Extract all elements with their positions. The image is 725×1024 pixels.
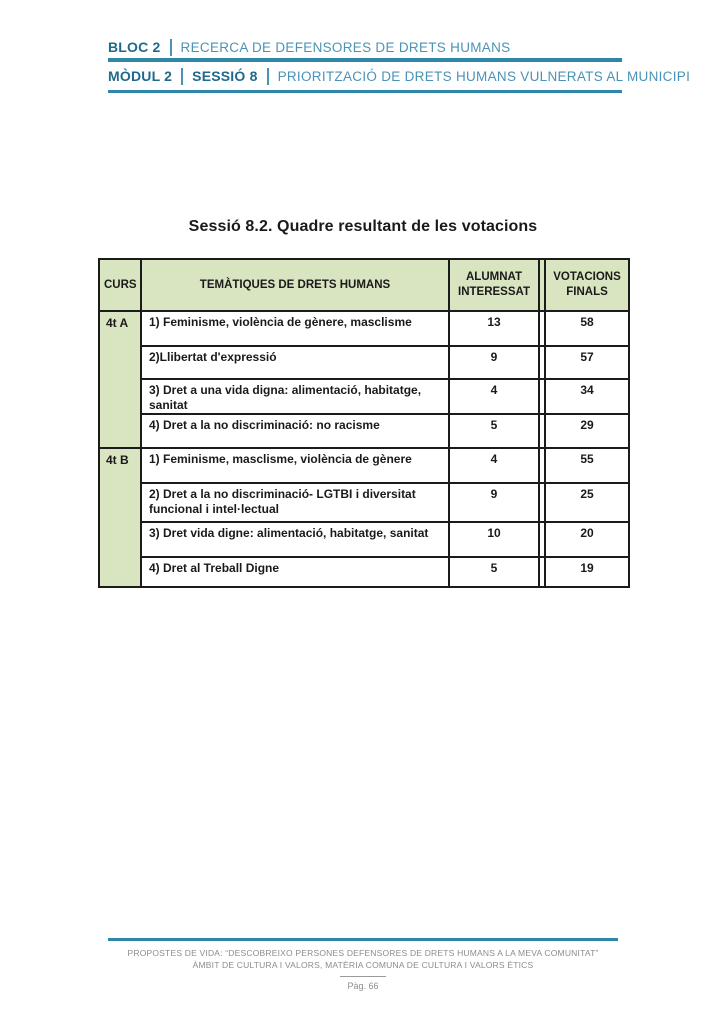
votacions-value-cell: 25 [545, 483, 629, 522]
votacions-value-cell: 55 [545, 448, 629, 483]
topic-cell: 4) Dret al Treball Digne [141, 557, 449, 587]
table-row [99, 557, 629, 587]
section-title: Sessió 8.2. Quadre resultant de les votacions [188, 218, 538, 235]
header-rule-1 [108, 58, 622, 62]
bloc-title: RECERCA DE DEFENSORES DE DRETS HUMANS [180, 39, 511, 55]
topic-cell: 1) Feminisme, masclisme, violència de gènere [141, 448, 449, 483]
col-header-curs: CURS [99, 259, 141, 311]
votacions-value-cell: 34 [545, 379, 629, 414]
votes-table-wrapper [98, 258, 630, 588]
page-number: Pàg. 66 [347, 981, 379, 991]
topic-cell: 2)Llibertat d'expressió [141, 346, 449, 379]
footer-text [98, 947, 628, 971]
table-row [99, 448, 629, 483]
table-row [99, 483, 629, 522]
col-header-votacions: VOTACIONS FINALS [545, 259, 629, 311]
topic-cell: 4) Dret a la no discriminació: no racisme [141, 414, 449, 448]
modul-label: MÒDUL 2 [108, 68, 173, 84]
curs-cell: 4t B [99, 448, 141, 587]
header-separator [181, 68, 183, 85]
table-row [99, 379, 629, 414]
alumnat-value-cell: 4 [449, 448, 539, 483]
alumnat-value-cell: 9 [449, 346, 539, 379]
topic-cell: 1) Feminisme, violència de gènere, masclisme [141, 311, 449, 346]
alumnat-value-cell: 9 [449, 483, 539, 522]
table-row [99, 311, 629, 346]
topic-cell: 3) Dret a una vida digna: alimentació, habitatge, sanitat [141, 379, 449, 414]
votacions-value-cell: 57 [545, 346, 629, 379]
col-header-tematiques: TEMÀTIQUES DE DRETS HUMANS [141, 259, 449, 311]
footer-line-2: ÀMBIT DE CULTURA I VALORS, MATÈRIA COMUNA DE CULTURA I VALORS ÈTICS [192, 960, 534, 970]
votacions-value-cell: 19 [545, 557, 629, 587]
footer-line-1: PROPOSTES DE VIDA: “DESCOBREIXO PERSONES DEFENSORES DE DRETS HUMANS A LA MEVA COMUNITAT” [127, 948, 599, 958]
alumnat-value-cell: 5 [449, 414, 539, 448]
table-row [99, 414, 629, 448]
votacions-value-cell: 58 [545, 311, 629, 346]
header-rule-2 [108, 90, 622, 93]
table-header-row [99, 259, 629, 311]
topic-cell: 3) Dret vida digne: alimentació, habitatge, sanitat [141, 522, 449, 557]
sessio-title: PRIORITZACIÓ DE DRETS HUMANS VULNERATS AL MUNICIPI [277, 68, 691, 84]
page-header [108, 36, 691, 93]
topic-cell: 2) Dret a la no discriminació- LGTBI i diversitat funcional i intel·lectual [141, 483, 449, 522]
alumnat-value-cell: 13 [449, 311, 539, 346]
table-row [99, 346, 629, 379]
sessio-label: SESSIÓ 8 [192, 68, 258, 84]
col-header-alumnat: ALUMNAT INTERESSAT [449, 259, 539, 311]
footer-rule [108, 938, 618, 941]
header-line-2 [108, 64, 691, 88]
table-row [99, 522, 629, 557]
header-separator [267, 68, 269, 85]
alumnat-value-cell: 10 [449, 522, 539, 557]
votes-table [98, 258, 630, 588]
curs-cell: 4t A [99, 311, 141, 448]
footer-divider [340, 976, 386, 977]
alumnat-value-cell: 4 [449, 379, 539, 414]
alumnat-value-cell: 5 [449, 557, 539, 587]
votacions-value-cell: 29 [545, 414, 629, 448]
header-line-1 [108, 36, 622, 58]
header-separator [170, 39, 172, 56]
votacions-value-cell: 20 [545, 522, 629, 557]
bloc-label: BLOC 2 [108, 39, 161, 55]
